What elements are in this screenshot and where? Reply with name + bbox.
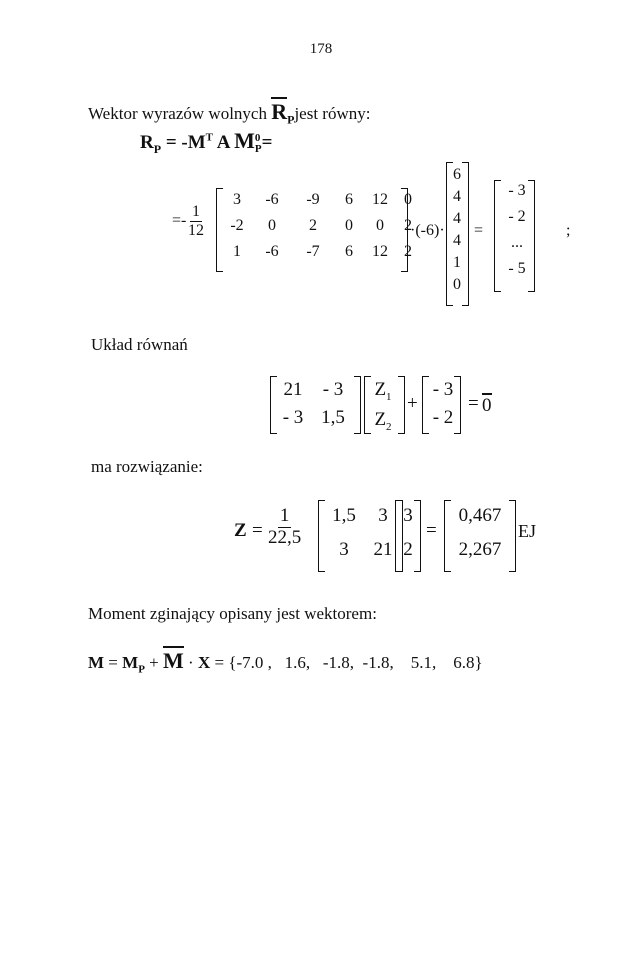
final-eq1: =	[108, 653, 118, 672]
final-mp-sub: P	[138, 663, 145, 676]
final-mp: M	[122, 653, 139, 672]
sentence-moment: Moment zginający opisany jest wektorem:	[88, 604, 377, 623]
sys-cell: 21	[283, 379, 303, 400]
const-right-bracket	[454, 376, 461, 434]
eq2-minus: -	[181, 212, 187, 229]
c-cell: - 3	[432, 379, 454, 400]
solution-result	[449, 505, 511, 561]
eq2-equals: =	[172, 212, 182, 229]
matrix6-right-bracket	[401, 188, 408, 272]
m-cell: -9	[306, 191, 320, 208]
m-cell: 2	[309, 217, 317, 234]
v-cell: 4	[453, 210, 461, 227]
m-cell: 0	[404, 191, 412, 208]
solution-z: Z	[234, 520, 247, 541]
rp-symbol: R	[140, 132, 154, 153]
solution-result-equals: =	[426, 520, 437, 541]
final-x: X	[197, 653, 211, 672]
sys-cell: - 3	[322, 379, 344, 400]
sys-cell: - 3	[282, 407, 304, 428]
solution-frac-num: 1	[279, 505, 290, 526]
semicolon: ;	[566, 222, 571, 239]
v-cell: 1	[453, 254, 461, 271]
m-cell: 1	[233, 243, 241, 260]
m-cell: 3	[233, 191, 241, 208]
sv-cell: 2	[403, 539, 413, 560]
m-cell: 0	[268, 217, 276, 234]
solution-frac-den: 22,5	[268, 526, 302, 548]
v-cell: 4	[453, 188, 461, 205]
sys-cell: 1,5	[321, 407, 345, 428]
eq2-frac-num: 1	[192, 203, 200, 220]
mp-superscript: 0	[254, 131, 261, 144]
solution-matrix	[324, 505, 402, 561]
result-right-bracket	[528, 180, 535, 292]
v-cell: 6	[453, 166, 461, 183]
sys-plus: +	[407, 393, 418, 414]
sol-cell: 21	[373, 539, 393, 560]
solution-fraction	[268, 506, 301, 549]
m-cell: 0	[345, 217, 353, 234]
eq2-prefix	[172, 212, 186, 230]
final-values: {-7.0 , 1.6, -1.8, -1.8, 5.1, 6.8}	[228, 653, 483, 672]
m-symbol: M	[187, 132, 206, 153]
m-cell: -6	[265, 243, 279, 260]
m-cell: 12	[372, 243, 388, 260]
m-cell: 0	[376, 217, 384, 234]
sentence-rest: jest równy:	[294, 104, 371, 123]
page-number: 178	[309, 41, 333, 57]
sys-equals: =	[468, 393, 479, 414]
rp-equals: = -	[165, 132, 188, 153]
m-cell: 6	[345, 243, 353, 260]
system-matrix	[276, 379, 356, 429]
final-m: M	[88, 653, 105, 672]
r-cell: - 2	[508, 208, 526, 225]
sentence-free-terms	[88, 99, 370, 127]
r-cell: - 3	[508, 182, 526, 199]
eq2-result-equals: =	[474, 222, 484, 239]
vector6-right-bracket	[462, 162, 469, 306]
m-cell: -2	[230, 217, 244, 234]
eq2-frac-den: 12	[188, 221, 204, 239]
equation-rp	[140, 128, 272, 157]
sol-result-right-bracket	[509, 500, 516, 572]
final-mbar: M	[163, 648, 184, 673]
sol-cell: 3	[339, 539, 349, 560]
final-eq2: =	[214, 653, 225, 672]
mp-subscript: P	[254, 142, 262, 155]
m-transpose: T	[205, 131, 214, 144]
c-cell: - 2	[432, 407, 454, 428]
r-subscript: P	[287, 112, 295, 127]
rp-subscript: P	[153, 141, 162, 156]
matrix-6x3	[222, 191, 420, 261]
m-cell: 2	[404, 217, 412, 234]
r-cell: - 5	[508, 260, 526, 277]
sr-cell: 2,267	[458, 539, 502, 560]
sentence-text: Wektor wyrazów wolnych	[88, 104, 267, 123]
r-vector-symbol: R	[271, 99, 288, 124]
sv-cell: 3	[403, 505, 413, 526]
z-cell: $Z_1$	[374, 379, 392, 403]
unit-ej: EJ	[518, 521, 536, 541]
zero-vector: 0	[482, 395, 492, 416]
a-symbol: A	[216, 132, 230, 153]
sentence-solution: ma rozwiązanie:	[91, 457, 203, 476]
v-cell: 4	[453, 232, 461, 249]
z-vector	[368, 379, 398, 433]
sol-cell: 3	[378, 505, 388, 526]
z-cell: $Z_2$	[374, 408, 392, 433]
eq2-fraction	[188, 203, 204, 239]
sol-cell: 1,5	[332, 505, 356, 526]
final-plus: +	[149, 653, 159, 672]
v-cell: 0	[453, 276, 461, 293]
r-cell: ...	[511, 234, 523, 251]
sol-vector-right-bracket	[414, 500, 421, 572]
m-cell: -7	[306, 243, 320, 260]
final-equation	[88, 648, 483, 675]
m-cell: 6	[345, 191, 353, 208]
final-dot: ·	[188, 653, 194, 672]
m-cell: 12	[372, 191, 388, 208]
sys-matrix-right-bracket	[354, 376, 361, 434]
sr-cell: 0,467	[458, 505, 502, 526]
solution-equals: =	[252, 520, 263, 541]
m-cell: 2	[404, 243, 412, 260]
sentence-system: Układ równań	[91, 335, 188, 354]
equation-end-equals: =	[261, 132, 273, 153]
z-vector-right-bracket	[398, 376, 405, 434]
m-cell: -6	[265, 191, 279, 208]
mp-symbol: M	[234, 128, 255, 153]
scalar-factor: ·(-6)·	[410, 222, 445, 239]
